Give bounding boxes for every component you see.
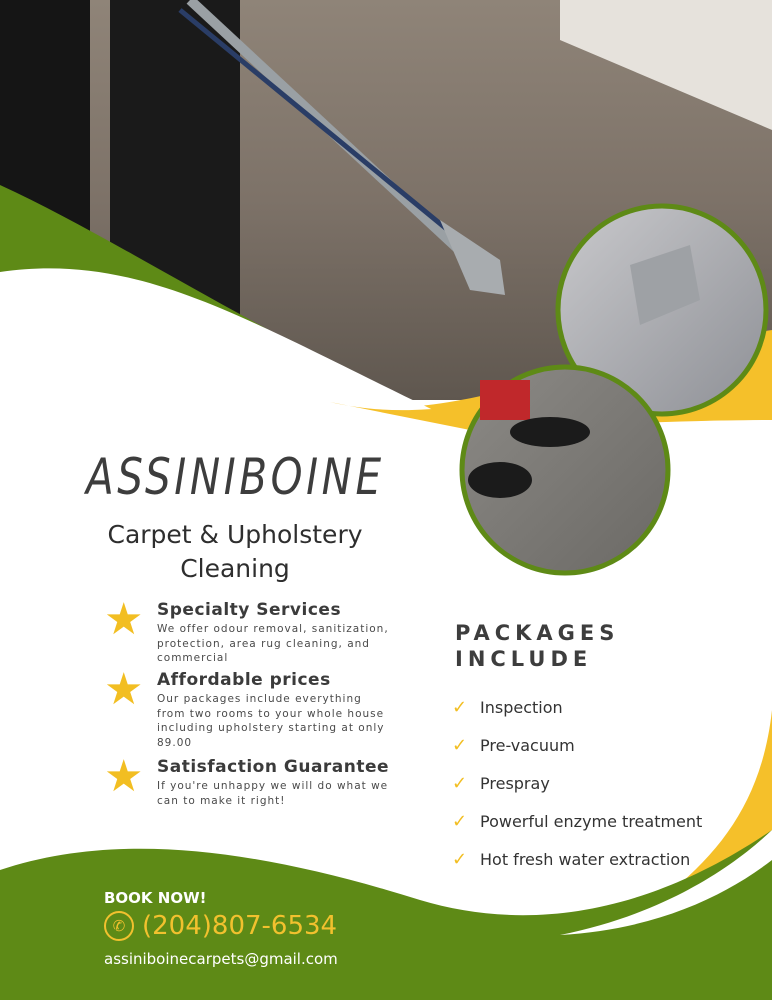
packages-heading: PACKAGES INCLUDE: [455, 621, 620, 671]
brand-name: ASSINIBOINE: [86, 448, 385, 506]
feature-title: Specialty Services: [157, 600, 342, 620]
packages-list: [452, 688, 702, 878]
check-icon: ✓: [452, 734, 468, 756]
feature-title: Satisfaction Guarantee: [157, 757, 390, 777]
check-icon: ✓: [452, 810, 468, 832]
feature-text: Our packages include everything from two rooms to your whole house including upholstery starting at only 89.00: [157, 693, 385, 749]
email-address[interactable]: assiniboinecarpets@gmail.com: [104, 950, 338, 968]
phone-number[interactable]: ✆ (204)807-6534: [104, 911, 337, 941]
check-icon: ✓: [452, 696, 468, 718]
feature-specialty-services: [104, 594, 394, 666]
brand-tagline: Carpet & Upholstery Cleaning: [107, 520, 363, 583]
feature-title: Affordable prices: [157, 670, 331, 690]
package-item: ✓ Pre-vacuum: [452, 734, 575, 756]
feature-affordable-prices: [104, 664, 394, 750]
check-icon: ✓: [452, 848, 468, 870]
package-item: ✓ Inspection: [452, 696, 563, 718]
check-icon: ✓: [452, 772, 468, 794]
book-now-label: BOOK NOW!: [104, 889, 207, 907]
star-icon: ★: [104, 751, 144, 802]
feature-text: If you're unhappy we will do what we can to make it right!: [157, 780, 389, 807]
carpet-spray-photo-circle: [462, 367, 668, 573]
star-icon: ★: [104, 664, 144, 715]
feature-satisfaction-guarantee: [104, 751, 394, 808]
phone-icon: ✆: [104, 911, 134, 941]
feature-text: We offer odour removal, sanitization, protection, area rug cleaning, and commercial: [157, 623, 389, 664]
package-item: ✓ Hot fresh water extraction: [452, 848, 691, 870]
star-icon: ★: [104, 594, 144, 645]
package-item: ✓ Prespray: [452, 772, 550, 794]
package-item: ✓ Powerful enzyme treatment: [452, 810, 703, 832]
